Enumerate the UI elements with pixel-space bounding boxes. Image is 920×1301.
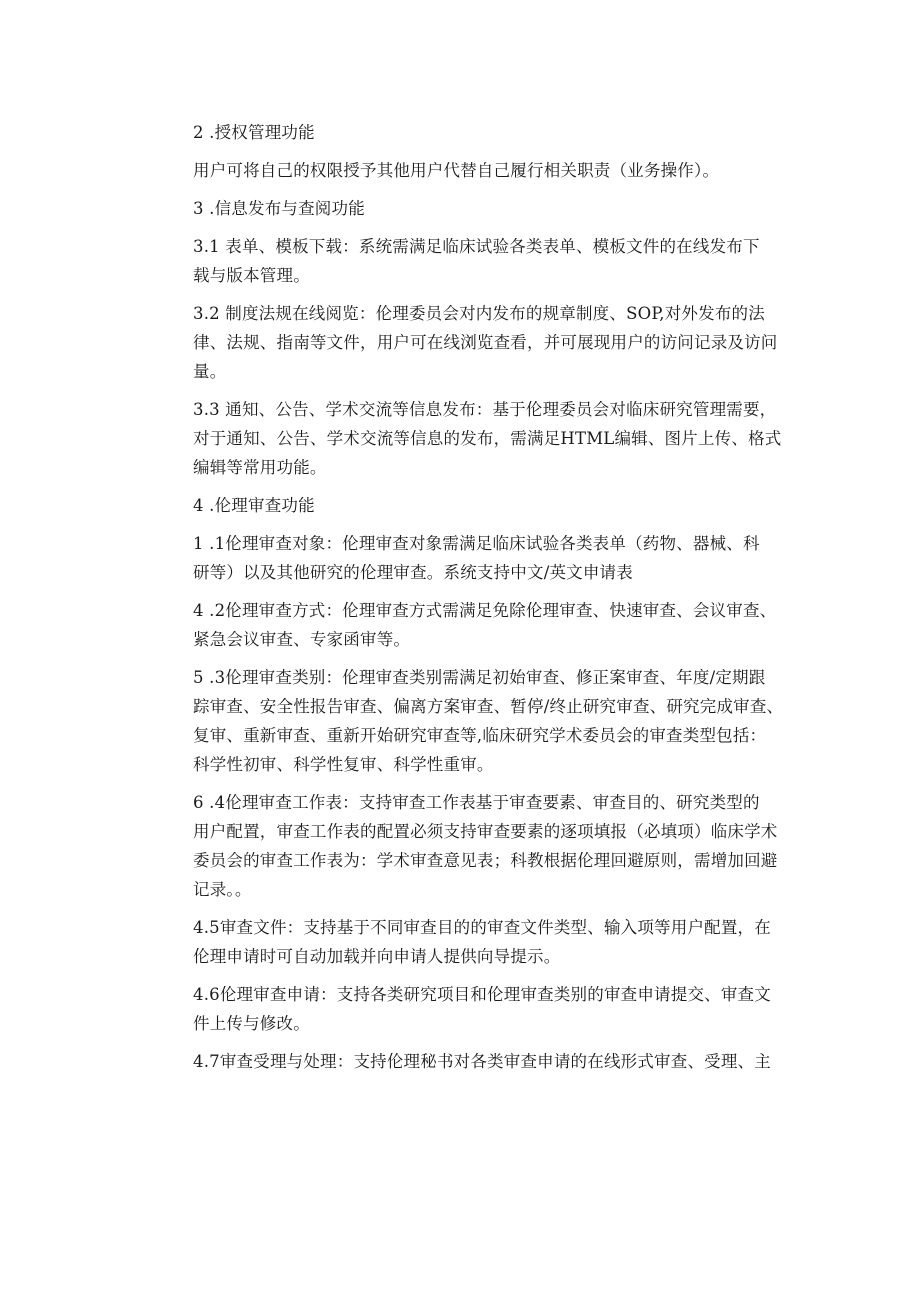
paragraph-line: 4.7审查受理与处理：支持伦理秘书对各类审查申请的在线形式审查、受理、主 (193, 1052, 771, 1071)
section-heading-info-publish: 3 .信息发布与查阅功能 (193, 199, 365, 218)
paragraph-line: 量。 (193, 362, 227, 381)
paragraph-line: 对于通知、公告、学术交流等信息的发布，需满足HTML编辑、图片上传、格式 (193, 429, 782, 448)
paragraph-line: 紧急会议审查、专家函审等。 (193, 630, 411, 649)
paragraph-line: 研等）以及其他研究的伦理审查。系统支持中文/英文申请表 (193, 563, 633, 582)
paragraph-line: 编辑等常用功能。 (193, 458, 327, 477)
paragraph-line: 4 .2伦理审查方式：伦理审查方式需满足免除伦理审查、快速审查、会议审查、 (193, 601, 777, 620)
paragraph-line: 4.6伦理审查申请：支持各类研究项目和伦理审查类别的审查申请提交、审查文 (193, 985, 771, 1004)
paragraph-line: 3.2 制度法规在线阅览：伦理委员会对内发布的规章制度、SOP,对外发布的法 (193, 304, 765, 323)
paragraph-line: 载与版本管理。 (193, 266, 310, 285)
paragraph-line: 律、法规、指南等文件，用户可在线浏览查看，并可展现用户的访问记录及访问 (193, 333, 778, 352)
paragraph-line: 5 .3伦理审查类别：伦理审查类别需满足初始审查、修正案审查、年度/定期跟 (193, 668, 766, 687)
paragraph-line: 3.1 表单、模板下载：系统需满足临床试验各类表单、模板文件的在线发布下 (193, 237, 760, 256)
paragraph-line: 科学性初审、科学性复审、科学性重审。 (193, 755, 494, 774)
paragraph-line: 用户配置，审查工作表的配置必须支持审查要素的逐项填报（必填项）临床学术 (193, 822, 778, 841)
paragraph-line: 复审、重新审查、重新开始研究审查等,临床研究学术委员会的审查类型包括： (193, 726, 767, 745)
document-body (193, 118, 798, 1076)
paragraph-line: 1 .1伦理审查对象：伦理审查对象需满足临床试验各类表单（药物、器械、科 (193, 534, 760, 553)
paragraph-line: 6 .4伦理审查工作表：支持审查工作表基于审查要素、审查目的、研究类型的 (193, 793, 760, 812)
section-heading-ethics-review: 4 .伦理审查功能 (193, 496, 315, 515)
paragraph-line: 记录。。 (193, 880, 252, 899)
paragraph-line: 用户可将自己的权限授予其他用户代替自己履行相关职责（业务操作）。 (193, 161, 720, 180)
paragraph-line: 件上传与修改。 (193, 1014, 310, 1033)
section-heading-authorization: 2 .授权管理功能 (193, 123, 315, 142)
paragraph-line: 委员会的审查工作表为：学术审查意见表；科教根据伦理回避原则，需增加回避 (193, 851, 778, 870)
paragraph-line: 踪审查、安全性报告审查、偏离方案审查、暂停/终止研究审查、研究完成审查、 (193, 697, 784, 716)
paragraph-line: 伦理申请时可自动加载并向申请人提供向导提示。 (193, 947, 561, 966)
paragraph-line: 3.3 通知、公告、学术交流等信息发布：基于伦理委员会对临床研究管理需要， (193, 400, 777, 419)
paragraph-line: 4.5审查文件：支持基于不同审查目的的审查文件类型、输入项等用户配置，在 (193, 918, 771, 937)
